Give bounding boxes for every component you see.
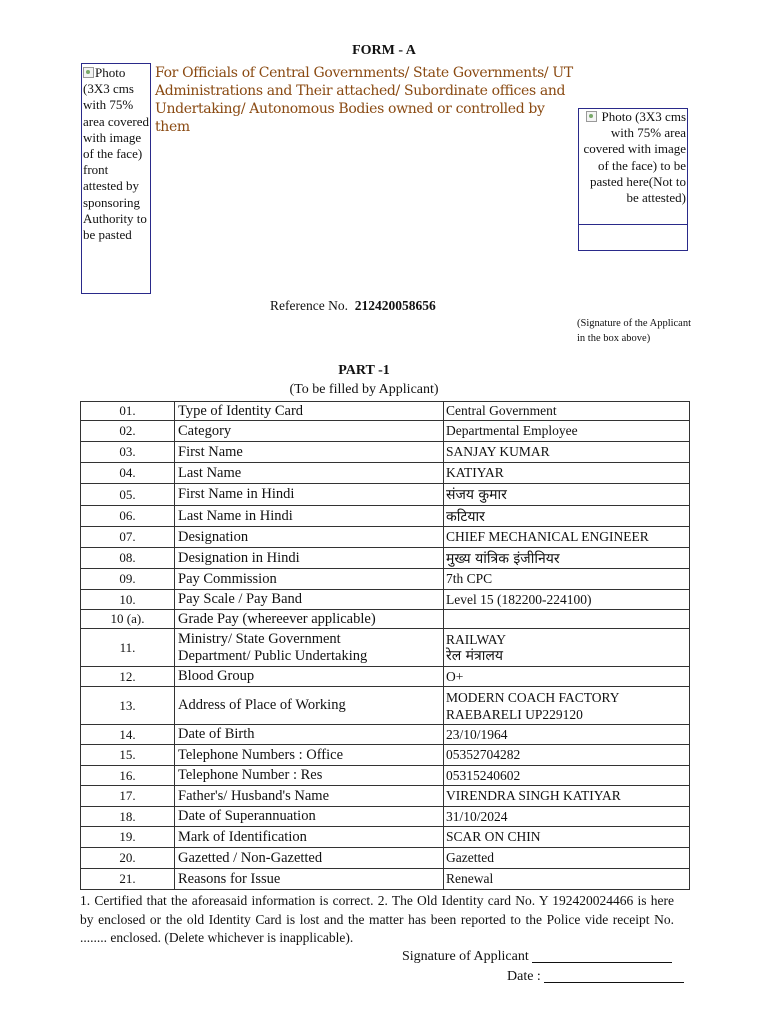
- table-row: [81, 527, 690, 548]
- row-value: [444, 569, 690, 590]
- signature-blank[interactable]: [532, 948, 672, 963]
- row-number: 03.: [81, 442, 175, 463]
- row-value-text: Level 15 (182200-224100): [446, 591, 592, 607]
- table-row: [81, 725, 690, 745]
- row-number: 10.: [81, 590, 175, 610]
- row-value: [444, 463, 690, 484]
- row-value-text: 23/10/1964: [446, 726, 508, 742]
- row-value-text: CHIEF MECHANICAL ENGINEER: [446, 529, 649, 544]
- row-number: 07.: [81, 527, 175, 548]
- row-label: Address of Place of Working: [175, 687, 444, 725]
- row-label: Telephone Numbers : Office: [175, 745, 444, 766]
- row-value-text: Departmental Employee: [446, 423, 578, 438]
- row-label-line: Department/ Public Undertaking: [178, 647, 368, 664]
- certification-text: 1. Certified that the aforeasaid information is correct. 2. The Old Identity card No. Y 192420024466 is here by enclosed or the old Identity Card is lost and the matter has been reported to the Police vide receipt No. ........ enclosed. (Delete whichever is inapplicable).: [80, 893, 674, 945]
- row-label: Designation in Hindi: [175, 548, 444, 569]
- row-number: 01.: [81, 402, 175, 421]
- row-value-text: SCAR ON CHIN: [446, 829, 541, 844]
- row-number: 09.: [81, 569, 175, 590]
- row-number: 02.: [81, 421, 175, 442]
- table-row: [81, 463, 690, 484]
- row-value-text: Renewal: [446, 871, 494, 886]
- photo-placeholder-right: [578, 108, 688, 251]
- date-blank[interactable]: [544, 968, 684, 983]
- row-value-line: RAILWAY: [446, 631, 506, 647]
- row-label: Date of Birth: [175, 725, 444, 745]
- row-value: [444, 484, 690, 506]
- row-number: 20.: [81, 848, 175, 869]
- row-value: [444, 421, 690, 442]
- row-label: Last Name: [175, 463, 444, 484]
- row-value-text: संजय कुमार: [446, 487, 507, 503]
- row-value-text: मुख्य यांत्रिक इंजीनियर: [446, 550, 560, 567]
- row-value-text: 05315240602: [446, 767, 521, 783]
- table-row: [81, 667, 690, 687]
- row-number: 14.: [81, 725, 175, 745]
- row-number: 11.: [81, 629, 175, 667]
- row-number: 19.: [81, 827, 175, 848]
- form-title: FORM - A: [352, 43, 416, 58]
- table-row: [81, 745, 690, 766]
- row-value: [444, 745, 690, 766]
- row-label: Telephone Number : Res: [175, 766, 444, 786]
- row-number: 15.: [81, 745, 175, 766]
- table-row: [81, 548, 690, 569]
- row-label-line: Ministry/ State Government: [178, 630, 341, 647]
- row-number: 13.: [81, 687, 175, 725]
- row-label: Blood Group: [175, 667, 444, 687]
- row-label: Grade Pay (whereever applicable): [175, 610, 444, 629]
- row-value: [444, 766, 690, 786]
- row-value: [444, 827, 690, 848]
- form-header-text: For Officials of Central Governments/ State Governments/ UT Administrations and Their attached/ Subordinate offices and Undertaking/ Autonomous Bodies owned or controlled by them: [155, 65, 573, 135]
- part-title: PART -1: [338, 363, 390, 378]
- row-value-text: कटियार: [446, 508, 485, 525]
- row-label: Pay Commission: [175, 569, 444, 590]
- row-label: Date of Superannuation: [175, 807, 444, 827]
- row-label: Last Name in Hindi: [175, 506, 444, 527]
- row-number: 17.: [81, 786, 175, 807]
- row-value-line: रेल मंत्रालय: [446, 647, 504, 664]
- row-value: [444, 442, 690, 463]
- row-value: [444, 848, 690, 869]
- row-label: [175, 629, 444, 667]
- table-row: [81, 590, 690, 610]
- table-row: [81, 421, 690, 442]
- row-label: First Name: [175, 442, 444, 463]
- row-value-text: Gazetted: [446, 850, 494, 865]
- reference-label: Reference No.: [270, 298, 348, 313]
- row-number: 21.: [81, 869, 175, 890]
- row-number: 04.: [81, 463, 175, 484]
- row-value: [444, 590, 690, 610]
- row-value-text: O+: [446, 668, 464, 684]
- date-label: Date :: [507, 969, 541, 984]
- table-row: [81, 848, 690, 869]
- table-row: [81, 687, 690, 725]
- row-value-text: Central Government: [446, 403, 557, 418]
- row-label: Mark of Identification: [175, 827, 444, 848]
- row-value-line: RAEBARELI UP229120: [446, 706, 583, 722]
- row-value: [444, 869, 690, 890]
- reference-number: 212420058656: [354, 298, 436, 313]
- row-label: Designation: [175, 527, 444, 548]
- row-number: 08.: [81, 548, 175, 569]
- row-label: Father's/ Husband's Name: [175, 786, 444, 807]
- row-value: [444, 725, 690, 745]
- photo-right-inner: [579, 109, 687, 225]
- row-value: [444, 629, 690, 667]
- row-value-line: MODERN COACH FACTORY: [446, 689, 620, 705]
- row-value-text: 7th CPC: [446, 571, 493, 586]
- table-row: [81, 629, 690, 667]
- row-value: [444, 687, 690, 725]
- broken-image-icon: [83, 67, 94, 78]
- row-number: 05.: [81, 484, 175, 506]
- photo-left-text: Photo (3X3 cms with 75% area covered with image of the face) front attested by sponsoring Authority to be pasted: [83, 65, 150, 243]
- table-row: [81, 442, 690, 463]
- table-row: [81, 569, 690, 590]
- table-row: [81, 766, 690, 786]
- row-label: Gazetted / Non-Gazetted: [175, 848, 444, 869]
- table-row: [81, 869, 690, 890]
- row-value: [444, 527, 690, 548]
- row-label: Category: [175, 421, 444, 442]
- signature-note: (Signature of the Applicant in the box above): [577, 318, 692, 344]
- row-value: [444, 402, 690, 421]
- row-number: 18.: [81, 807, 175, 827]
- photo-placeholder-left: [81, 63, 151, 294]
- row-label: First Name in Hindi: [175, 484, 444, 506]
- signature-label: Signature of Applicant: [402, 949, 529, 964]
- table-row: [81, 807, 690, 827]
- table-row: [81, 786, 690, 807]
- row-value: [444, 548, 690, 569]
- row-value-text: SANJAY KUMAR: [446, 444, 550, 459]
- table-row: [81, 402, 690, 421]
- row-label: Reasons for Issue: [175, 869, 444, 890]
- row-value: [444, 610, 690, 629]
- row-label: Pay Scale / Pay Band: [175, 590, 444, 610]
- row-number: 16.: [81, 766, 175, 786]
- table-row: [81, 827, 690, 848]
- photo-right-text: Photo (3X3 cms with 75% area covered with image of the face) to be pasted here(Not to be attested): [583, 109, 686, 206]
- applicant-details-table: [80, 401, 690, 890]
- row-value-text: 05352704282: [446, 747, 521, 762]
- row-number: 10 (a).: [81, 610, 175, 629]
- broken-image-icon: [586, 111, 597, 122]
- table-row: [81, 610, 690, 629]
- row-label: Type of Identity Card: [175, 402, 444, 421]
- row-value-text: VIRENDRA SINGH KATIYAR: [446, 788, 621, 803]
- date-line: [507, 968, 684, 985]
- table-row: [81, 484, 690, 506]
- table-row: [81, 506, 690, 527]
- row-value: [444, 506, 690, 527]
- row-value: [444, 786, 690, 807]
- row-value: [444, 667, 690, 687]
- row-value: [444, 807, 690, 827]
- row-number: 06.: [81, 506, 175, 527]
- part-subtitle: (To be filled by Applicant): [289, 382, 439, 397]
- row-value-text: KATIYAR: [446, 465, 504, 480]
- applicant-signature-line: [402, 948, 672, 965]
- reference-line: [270, 298, 436, 314]
- row-value-text: 31/10/2024: [446, 808, 508, 824]
- row-number: 12.: [81, 667, 175, 687]
